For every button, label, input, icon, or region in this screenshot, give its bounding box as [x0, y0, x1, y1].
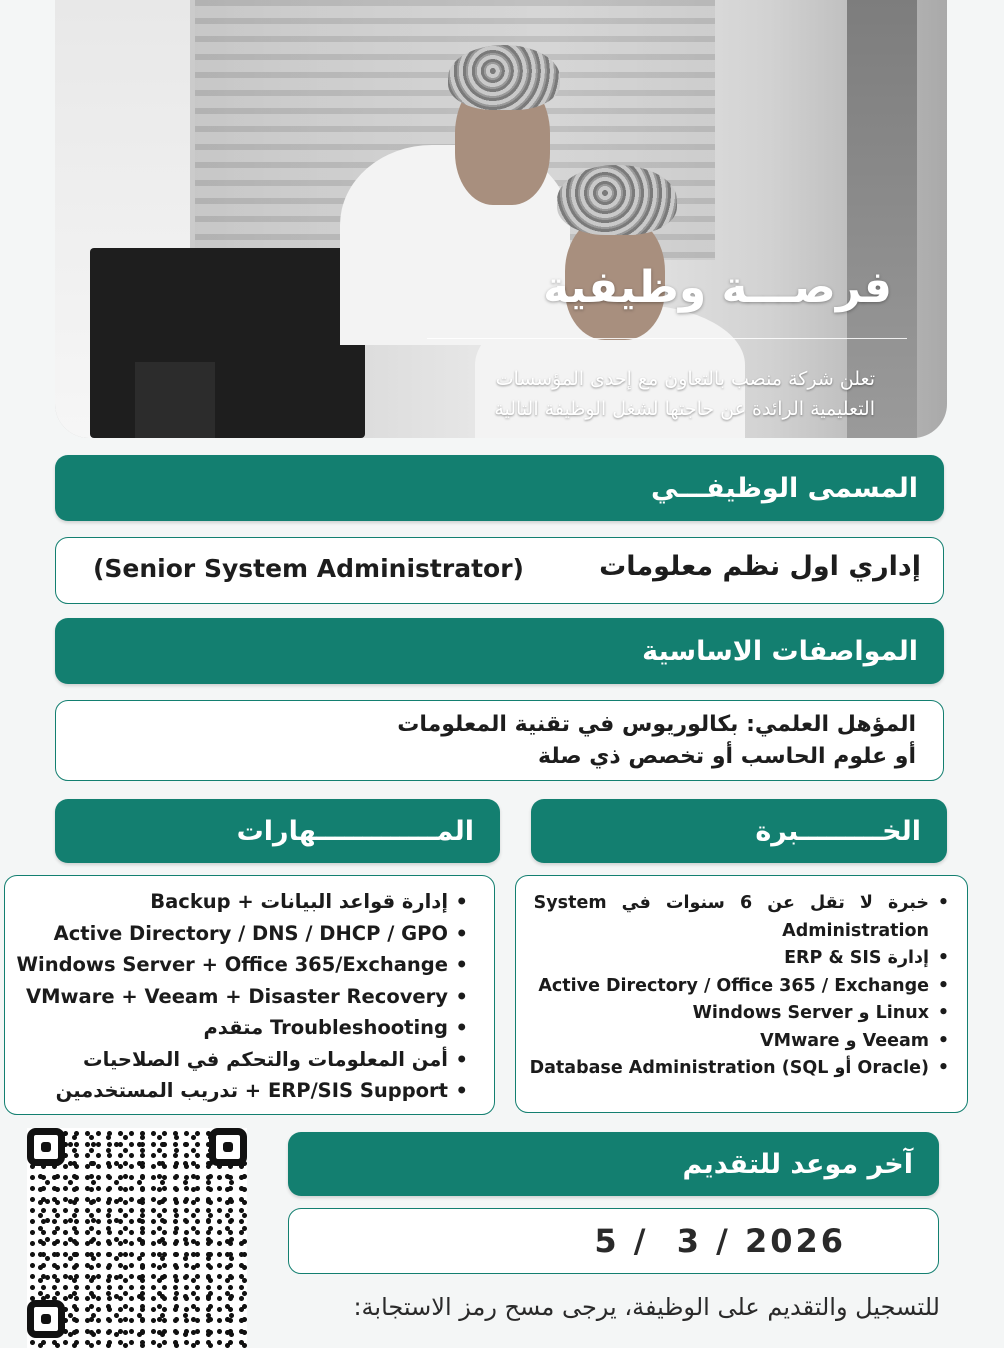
experience-item-1-line-2: Administration	[782, 920, 929, 941]
job-title-arabic: إداري اول نظم معلومات	[599, 551, 921, 582]
qualification-line-1: المؤهل العلمي: بكالوريوس في تقنية المعلومات	[397, 712, 916, 737]
experience-box	[515, 875, 968, 1113]
skills-heading	[55, 799, 500, 863]
skill-item: أمن المعلومات والتحكم في الصلاحيات •	[17, 1044, 449, 1076]
skill-item: إدارة قواعد البيانات + Backup •	[17, 886, 449, 918]
job-title-heading	[55, 455, 944, 521]
skill-item: Active Directory / DNS / DHCP / GPO •	[17, 918, 449, 950]
hero-banner	[55, 0, 947, 438]
qr-finder-top-right	[209, 1128, 247, 1166]
skill-item: Windows Server + Office 365/Exchange •	[17, 949, 449, 981]
job-title-box	[55, 537, 944, 604]
qualifications-box	[55, 700, 944, 781]
experience-list	[530, 890, 929, 1083]
deadline-heading-text: آخر موعد للتقديم	[682, 1148, 913, 1180]
qr-finder-top-left	[27, 1128, 65, 1166]
experience-item: Windows Server و Linux •	[530, 1000, 929, 1028]
qualifications-heading-text: المواصفات الاساسية	[642, 635, 918, 667]
qr-finder-bottom-left	[27, 1300, 65, 1338]
experience-item: VMware و Veeam •	[530, 1028, 929, 1056]
experience-item-1-line-1: خبرة لا تقل عن 6 سنوات في System	[533, 893, 929, 913]
qr-code[interactable]	[27, 1128, 247, 1348]
registration-note: للتسجيل والتقديم على الوظيفة، يرجى مسح رمز الاستجابة:	[353, 1293, 940, 1321]
qualification-line-2: أو علوم الحاسب أو تخصص ذي صلة	[538, 744, 916, 769]
experience-item	[530, 890, 929, 945]
deadline-heading	[288, 1132, 939, 1196]
skill-item: Troubleshooting متقدم •	[17, 1012, 449, 1044]
hero-monitor-stand	[135, 362, 215, 438]
hero-subtitle-line-1: تعلن شركة منصب بالتعاون مع إحدى المؤسسات	[495, 368, 875, 390]
experience-item: Active Directory / Office 365 / Exchange •	[530, 973, 929, 1001]
job-title-heading-text: المسمى الوظيفـــي	[651, 472, 918, 504]
job-title-english: (Senior System Administrator)	[93, 554, 524, 583]
experience-item: Database Administration (SQL أو Oracle) •	[530, 1055, 929, 1083]
deadline-date: 5 / 3 / 2026	[594, 1222, 846, 1260]
experience-heading	[531, 799, 947, 863]
deadline-box	[288, 1208, 939, 1274]
skills-list	[17, 886, 449, 1107]
skill-item: VMware + Veeam + Disaster Recovery •	[17, 981, 449, 1013]
skill-item: ERP/SIS Support + تدريب المستخدمين •	[17, 1075, 449, 1107]
hero-title: فرصـــة وظيفية	[543, 262, 892, 313]
experience-heading-text: الخـــــــــبرة	[755, 815, 921, 847]
experience-item: إدارة ERP & SIS •	[530, 945, 929, 973]
hero-divider	[427, 338, 907, 339]
hero-subtitle	[405, 364, 875, 424]
hero-subtitle-line-2: التعليمية الرائدة عن حاجتها لشغل الوظيفة التالية	[494, 398, 875, 420]
skills-heading-text: المـــــــــــــهارات	[236, 815, 474, 847]
skills-box	[4, 875, 495, 1115]
qualifications-heading	[55, 618, 944, 684]
